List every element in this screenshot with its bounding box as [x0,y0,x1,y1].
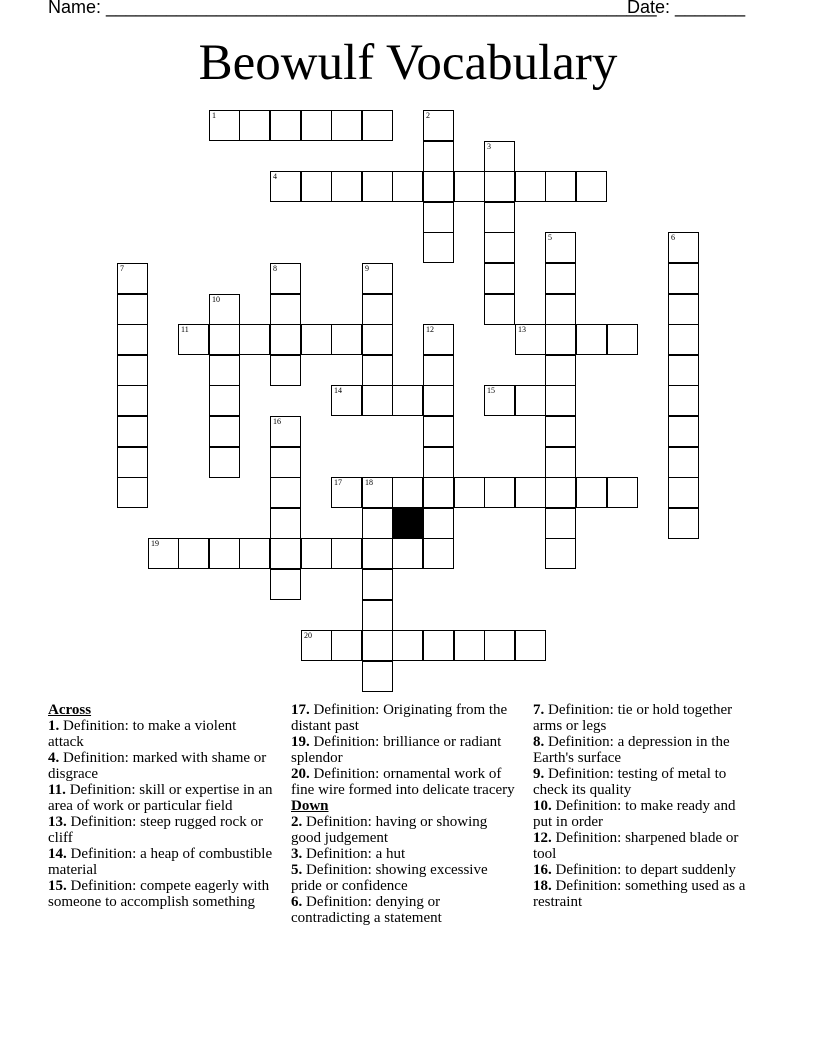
crossword-cell[interactable] [484,630,515,661]
clue-text: Definition: ornamental work of fine wire formed into delicate tracery [291,766,515,798]
crossword-cell[interactable] [270,263,301,294]
crossword-cell[interactable] [392,171,423,202]
clue-text: Definition: denying or contradicting a statement [291,894,442,926]
clues-column-2 [291,702,516,926]
crossword-cell[interactable] [423,232,454,263]
clue-text: Definition: brilliance or radiant splendor [291,734,502,766]
clue-number: 1. [48,718,60,734]
crossword-cell[interactable] [301,171,332,202]
clue-number: 16. [533,862,552,878]
crossword-cell[interactable] [484,294,515,325]
crossword-cell[interactable] [484,141,515,172]
crossword-cell[interactable] [301,110,332,141]
clue-number-label: 11 [181,325,189,334]
clue-text: Definition: marked with shame or disgrace [48,750,267,782]
clue-number: 12. [533,830,552,846]
clue-down-3 [291,846,516,862]
clue-number: 3. [291,846,303,862]
crossword-cell[interactable] [545,385,576,416]
clues-column-3 [533,702,758,910]
crossword-cell[interactable] [668,294,699,325]
crossword-cell[interactable] [331,110,362,141]
crossword-cell[interactable] [362,661,393,692]
clue-number: 11. [48,782,66,798]
down-heading: Down [291,798,329,814]
crossword-cell[interactable] [270,294,301,325]
crossword-cell[interactable] [423,202,454,233]
crossword-cell[interactable] [392,385,423,416]
crossword-cell[interactable] [331,477,362,508]
clue-down-7 [533,702,758,734]
crossword-cell[interactable] [423,447,454,478]
clue-number-label: 14 [334,386,342,395]
crossword-cell[interactable] [515,324,546,355]
crossword-cell[interactable] [301,324,332,355]
crossword-cell[interactable] [117,355,148,386]
clue-number-label: 9 [365,264,369,273]
clue-number: 10. [533,798,552,814]
crossword-cell[interactable] [117,447,148,478]
crossword-cell[interactable] [515,385,546,416]
crossword-cell[interactable] [270,171,301,202]
crossword-cell[interactable] [117,385,148,416]
crossword-cell[interactable] [576,477,607,508]
crossword-cell[interactable] [362,385,393,416]
crossword-cell[interactable] [484,232,515,263]
crossword-cell[interactable] [209,538,240,569]
crossword-cell[interactable] [331,385,362,416]
clue-number-label: 16 [273,417,281,426]
crossword-cell[interactable] [423,508,454,539]
clue-down-2 [291,814,516,846]
crossword-cell[interactable] [362,508,393,539]
clue-down-9 [533,766,758,798]
crossword-cell[interactable] [545,232,576,263]
crossword-cell[interactable] [270,355,301,386]
crossword-cell[interactable] [515,630,546,661]
crossword-cell[interactable] [239,538,270,569]
crossword-cell[interactable] [423,416,454,447]
clue-number-label: 12 [426,325,434,334]
clue-text: Definition: to depart suddenly [555,862,736,878]
crossword-cell[interactable] [362,171,393,202]
clue-text: Definition: to make ready and put in order [533,798,736,830]
crossword-cell[interactable] [454,477,485,508]
crossword-cell[interactable] [209,355,240,386]
clue-number-label: 4 [273,172,277,181]
crossword-cell[interactable] [668,385,699,416]
crossword-cell[interactable] [392,538,423,569]
crossword-cell[interactable] [362,110,393,141]
clue-across-1 [48,718,273,750]
clue-number: 17. [291,702,310,718]
crossword-cell[interactable] [668,263,699,294]
clue-number-label: 3 [487,142,491,151]
clue-number: 20. [291,766,310,782]
clue-number: 7. [533,702,545,718]
clue-number: 9. [533,766,545,782]
crossword-cell[interactable] [301,538,332,569]
crossword-cell[interactable] [545,416,576,447]
crossword-cell[interactable] [545,355,576,386]
clue-number-label: 15 [487,386,495,395]
clue-number: 13. [48,814,67,830]
clue-across-11 [48,782,273,814]
clue-text: Definition: a depression in the Earth's surface [533,734,730,766]
crossword-cell[interactable] [484,385,515,416]
clue-number: 19. [291,734,310,750]
crossword-cell[interactable] [209,324,240,355]
crossword-cell[interactable] [668,416,699,447]
clue-text: Definition: steep rugged rock or cliff [48,814,263,846]
crossword-cell[interactable] [454,171,485,202]
clue-across-4 [48,750,273,782]
name-field: Name: _______________________________________________________ [48,0,657,17]
crossword-cell[interactable] [423,538,454,569]
crossword-cell[interactable] [209,385,240,416]
clue-across-15 [48,878,273,910]
crossword-cell[interactable] [545,477,576,508]
crossword-cell[interactable] [209,447,240,478]
crossword-cell[interactable] [362,355,393,386]
crossword-cell[interactable] [454,630,485,661]
crossword-cell[interactable] [484,202,515,233]
crossword-cell[interactable] [117,324,148,355]
clue-number: 2. [291,814,303,830]
clue-across-19 [291,734,516,766]
across-heading: Across [48,702,92,718]
clue-across-14 [48,846,273,878]
clue-number-label: 18 [365,478,373,487]
clue-down-8 [533,734,758,766]
crossword-cell[interactable] [178,538,209,569]
clue-text: Definition: skill or expertise in an area of work or particular field [48,782,273,814]
crossword-cell[interactable] [148,538,179,569]
clue-text: Definition: something used as a restraint [533,878,746,910]
crossword-cell[interactable] [423,171,454,202]
crossword-cell[interactable] [607,477,638,508]
clue-text: Definition: a hut [306,846,406,862]
crossword-cell[interactable] [392,630,423,661]
crossword-cell[interactable] [545,171,576,202]
clue-down-18 [533,878,758,910]
clue-number-label: 10 [212,295,220,304]
crossword-cell[interactable] [117,477,148,508]
crossword-cell[interactable] [545,263,576,294]
clue-number-label: 13 [518,325,526,334]
crossword-black-cell [392,508,423,539]
crossword-cell[interactable] [270,508,301,539]
clue-number-label: 2 [426,111,430,120]
crossword-cell[interactable] [515,477,546,508]
crossword-cell[interactable] [209,294,240,325]
crossword-cell[interactable] [362,263,393,294]
crossword-cell[interactable] [607,324,638,355]
crossword-cell[interactable] [270,110,301,141]
crossword-cell[interactable] [270,477,301,508]
crossword-cell[interactable] [270,324,301,355]
crossword-cell[interactable] [545,508,576,539]
crossword-cell[interactable] [362,477,393,508]
crossword-cell[interactable] [484,263,515,294]
clue-down-10 [533,798,758,830]
crossword-cell[interactable] [545,538,576,569]
crossword-cell[interactable] [423,355,454,386]
clue-down-5 [291,862,516,894]
crossword-cell[interactable] [331,324,362,355]
crossword-cell[interactable] [362,630,393,661]
crossword-cell[interactable] [484,477,515,508]
clue-text: Definition: tie or hold together arms or legs [533,702,733,734]
clue-text: Definition: compete eagerly with someone to accomplish something [48,878,270,910]
clue-across-17 [291,702,516,734]
crossword-cell[interactable] [331,630,362,661]
crossword-cell[interactable] [576,171,607,202]
crossword-cell[interactable] [301,630,332,661]
clue-text: Definition: showing excessive pride or confidence [291,862,488,894]
crossword-cell[interactable] [362,569,393,600]
crossword-cell[interactable] [545,294,576,325]
crossword-cell[interactable] [392,477,423,508]
clue-text: Definition: testing of metal to check its quality [533,766,727,798]
crossword-cell[interactable] [362,294,393,325]
clue-text: Definition: sharpened blade or tool [533,830,739,862]
crossword-cell[interactable] [239,110,270,141]
crossword-cell[interactable] [423,477,454,508]
crossword-cell[interactable] [423,385,454,416]
clue-number-label: 6 [671,233,675,242]
clue-number-label: 20 [304,631,312,640]
clue-across-20 [291,766,516,798]
crossword-cell[interactable] [668,232,699,263]
clue-number-label: 8 [273,264,277,273]
crossword-cell[interactable] [239,324,270,355]
clue-number: 15. [48,878,67,894]
crossword-cell[interactable] [117,263,148,294]
crossword-cell[interactable] [362,600,393,631]
clue-text: Definition: a heap of combustible material [48,846,273,878]
crossword-cell[interactable] [515,171,546,202]
crossword-cell[interactable] [270,447,301,478]
crossword-cell[interactable] [270,538,301,569]
crossword-cell[interactable] [270,569,301,600]
crossword-cell[interactable] [668,477,699,508]
crossword-cell[interactable] [423,141,454,172]
clue-number: 14. [48,846,67,862]
crossword-cell[interactable] [423,324,454,355]
crossword-cell[interactable] [423,110,454,141]
clue-number: 5. [291,862,303,878]
crossword-cell[interactable] [209,416,240,447]
crossword-cell[interactable] [576,324,607,355]
crossword-cell[interactable] [668,355,699,386]
crossword-cell[interactable] [331,538,362,569]
crossword-cell[interactable] [668,508,699,539]
clue-number-label: 19 [151,539,159,548]
clue-text: Definition: to make a violent attack [48,718,237,750]
clue-down-12 [533,830,758,862]
crossword-cell[interactable] [668,324,699,355]
crossword-cell[interactable] [331,171,362,202]
date-field: Date: _______ [627,0,746,17]
clue-text: Definition: having or showing good judgement [291,814,488,846]
clue-number: 6. [291,894,303,910]
clue-number-label: 17 [334,478,342,487]
crossword-cell[interactable] [178,324,209,355]
crossword-cell[interactable] [117,416,148,447]
clue-across-13 [48,814,273,846]
crossword-cell[interactable] [362,538,393,569]
clue-number: 8. [533,734,545,750]
clue-number: 4. [48,750,60,766]
crossword-cell[interactable] [270,416,301,447]
clues-column-1 [48,702,273,910]
clue-text: Definition: Originating from the distant past [291,702,508,734]
clue-number-label: 7 [120,264,124,273]
clue-down-16 [533,862,758,878]
crossword-cell[interactable] [545,324,576,355]
page-title: Beowulf Vocabulary [198,35,618,91]
crossword-cell[interactable] [423,630,454,661]
clue-number-label: 5 [548,233,552,242]
crossword-cell[interactable] [668,447,699,478]
clue-down-6 [291,894,516,926]
crossword-cell[interactable] [209,110,240,141]
crossword-cell[interactable] [362,324,393,355]
crossword-cell[interactable] [484,171,515,202]
crossword-cell[interactable] [545,447,576,478]
clue-number-label: 1 [212,111,216,120]
crossword-cell[interactable] [117,294,148,325]
clue-number: 18. [533,878,552,894]
